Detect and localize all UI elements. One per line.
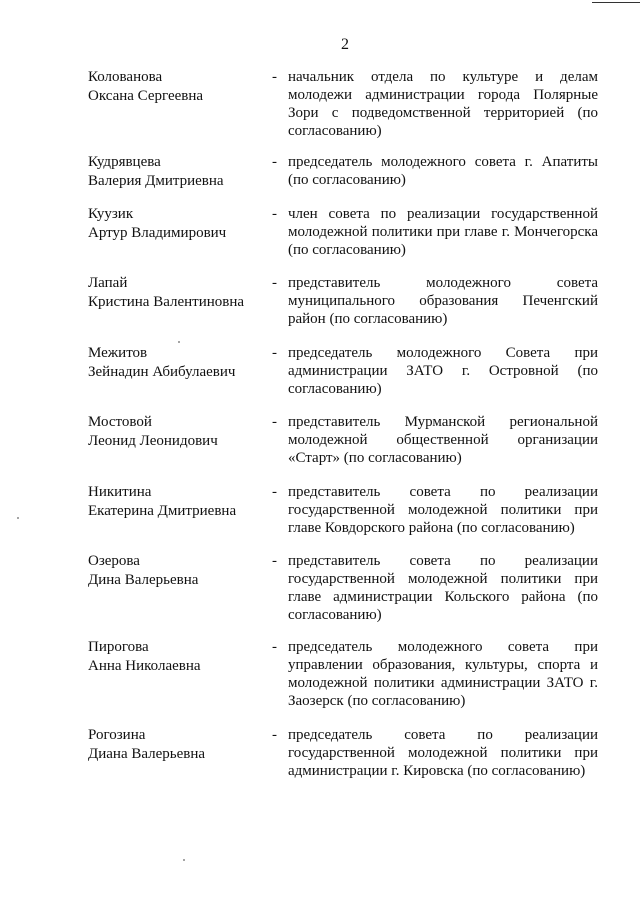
member-role: председатель молодежного совета г. Апатиты (по согласованию) (288, 154, 598, 188)
dash-separator: - (272, 484, 277, 500)
scan-speck (178, 341, 180, 343)
member-name (88, 68, 268, 106)
member-surname: Пирогова (88, 639, 149, 655)
member-name (88, 552, 268, 590)
member-surname: Рогозина (88, 727, 146, 743)
member-name (88, 153, 268, 191)
dash-separator: - (272, 345, 277, 361)
member-surname: Никитина (88, 484, 152, 500)
scan-speck (183, 859, 185, 861)
dash-separator: - (272, 206, 277, 222)
member-given-name: Екатерина Дмитриевна (88, 503, 237, 519)
scan-speck (17, 517, 19, 519)
member-given-name: Диана Валерьевна (88, 746, 206, 762)
member-given-name: Дина Валерьевна (88, 572, 199, 588)
member-surname: Колованова (88, 69, 163, 85)
member-surname: Межитов (88, 345, 148, 361)
dash-separator: - (272, 275, 277, 291)
member-role: член совета по реализации государственной молодежной политики при главе г. Мончегорска (по согласованию) (288, 206, 598, 258)
member-role: представитель Мурманской региональной молодежной общественной организации «Старт» (по согласованию) (288, 414, 598, 466)
member-name (88, 205, 268, 243)
member-name (88, 344, 268, 382)
member-name (88, 413, 268, 451)
member-name (88, 274, 268, 312)
member-role: председатель молодежного Совета при администрации ЗАТО г. Островной (по согласованию) (288, 345, 598, 397)
member-role: представитель совета по реализации государственной молодежной политики при главе Ковдорского района (по согласованию) (288, 484, 598, 536)
member-given-name: Зейнадин Абибулаевич (88, 364, 236, 380)
member-name (88, 483, 268, 521)
member-role: представитель молодежного совета муниципального образования Печенгский район (по согласованию) (288, 275, 598, 327)
dash-separator: - (272, 639, 277, 655)
member-surname: Озерова (88, 553, 140, 569)
member-given-name: Валерия Дмитриевна (88, 173, 224, 189)
page-number: 2 (341, 36, 349, 53)
member-surname: Кудрявцева (88, 154, 161, 170)
member-surname: Мостовой (88, 414, 152, 430)
member-given-name: Анна Николаевна (88, 658, 201, 674)
dash-separator: - (272, 154, 277, 170)
dash-separator: - (272, 414, 277, 430)
member-role: председатель молодежного совета при управлении образования, культуры, спорта и молодежной политики администрации ЗАТО г. Заозерск (по согласованию) (288, 639, 598, 709)
member-surname: Куузик (88, 206, 134, 222)
dash-separator: - (272, 69, 277, 85)
member-name (88, 638, 268, 676)
top-edge-rule (592, 2, 640, 3)
member-name (88, 726, 268, 764)
member-given-name: Оксана Сергеевна (88, 88, 204, 104)
member-given-name: Кристина Валентиновна (88, 294, 245, 310)
member-given-name: Леонид Леонидович (88, 433, 218, 449)
member-role: начальник отдела по культуре и делам молодежи администрации города Полярные Зори с подведомственной территорией (по согласованию) (288, 69, 598, 139)
dash-separator: - (272, 727, 277, 743)
member-given-name: Артур Владимирович (88, 225, 227, 241)
member-role: представитель совета по реализации государственной молодежной политики при главе администрации Кольского района (по согласованию) (288, 553, 598, 623)
dash-separator: - (272, 553, 277, 569)
member-surname: Лапай (88, 275, 128, 291)
member-role: председатель совета по реализации государственной молодежной политики при администрации г. Кировска (по согласованию) (288, 727, 598, 779)
